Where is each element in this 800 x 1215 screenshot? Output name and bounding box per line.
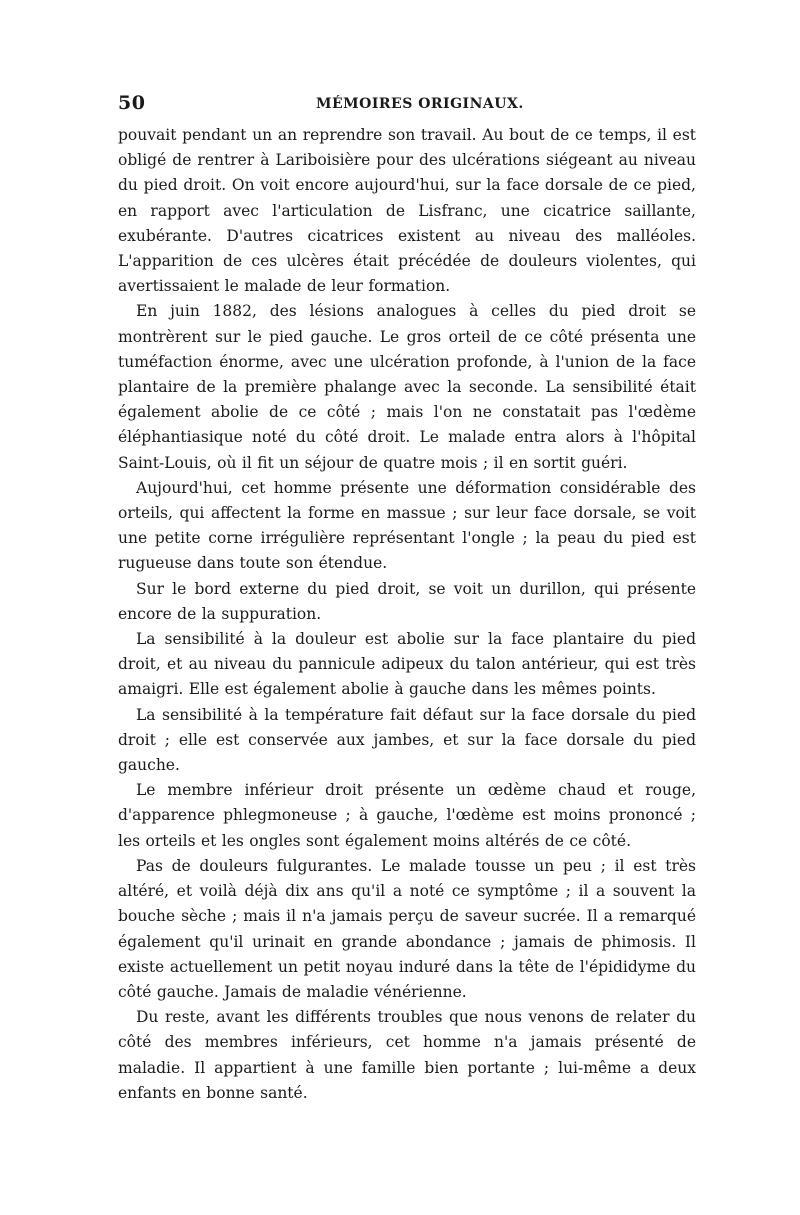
paragraph: Du reste, avant les différents troubles que nous venons de relater du côté des membres inférieurs, cet homme n'a jamais présenté de maladie. Il appartient à une famille bien portante ; lui-même a deux enfants en bonne santé. [118, 1008, 696, 1102]
paragraph: Sur le bord externe du pied droit, se voit un durillon, qui présente encore de la suppuration. [118, 579, 696, 623]
running-head [118, 92, 696, 122]
paragraph-continuation: pouvait pendant un an reprendre son travail. Au bout de ce temps, il est obligé de rentrer à Lariboisière pour des ulcérations siégeant au niveau du pied droit. On voit encore aujourd'hui, sur la face dorsale de ce pied, en rapport avec l'articulation de Lisfranc, une cicatrice saillante, exubérante. D'autres cicatrices existent au niveau des malléoles. L'apparition de ces ulcères était précédée de douleurs violentes, qui avertissaient le malade de leur formation. [118, 126, 696, 296]
page-number: 50 [118, 92, 146, 114]
paragraph: La sensibilité à la douleur est abolie sur la face plantaire du pied droit, et au niveau du pannicule adipeux du talon antérieur, qui est très amaigri. Elle est également abolie à gauche dans les mêmes points. [118, 630, 696, 699]
paragraph: Pas de douleurs fulgurantes. Le malade tousse un peu ; il est très altéré, et voilà déjà dix ans qu'il a noté ce symptôme ; il a souvent la bouche sèche ; mais il n'a jamais perçu de saveur sucrée. Il a remarqué également qu'il urinait en grande abondance ; jamais de phimosis. Il existe actuellement un petit noyau induré dans la tête de l'épididyme du côté gauche. Jamais de maladie vénérienne. [118, 856, 696, 1001]
paragraph: La sensibilité à la température fait défaut sur la face dorsale du pied droit ; elle est conservée aux jambes, et sur la face dorsale du pied gauche. [118, 705, 696, 775]
paragraph: Aujourd'hui, cet homme présente une déformation considérable des orteils, qui affectent la forme en massue ; sur leur face dorsale, se voit une petite corne irrégulière représentant l'ongle ; la peau du pied est rugueuse dans toute son étendue. [118, 478, 696, 573]
body-text [118, 123, 696, 1106]
running-title: MÉMOIRES ORIGINAUX. [316, 96, 524, 112]
paragraph: En juin 1882, des lésions analogues à celles du pied droit se montrèrent sur le pied gauche. Le gros orteil de ce côté présenta une tuméfaction énorme, avec une ulcération profonde, à l'union de la face plantaire de la première phalange avec la seconde. La sensibilité était également abolie de ce côté ; mais l'on ne constatait pas l'œdème éléphantiasique noté du côté droit. Le malade entra alors à l'hôpital Saint-Louis, où il fit un séjour de quatre mois ; il en sortit guéri. [118, 302, 696, 472]
paragraph: Le membre inférieur droit présente un œdème chaud et rouge, d'apparence phlegmoneuse ; à gauche, l'œdème est moins prononcé ; les orteils et les ongles sont également moins altérés de ce côté. [118, 781, 696, 850]
